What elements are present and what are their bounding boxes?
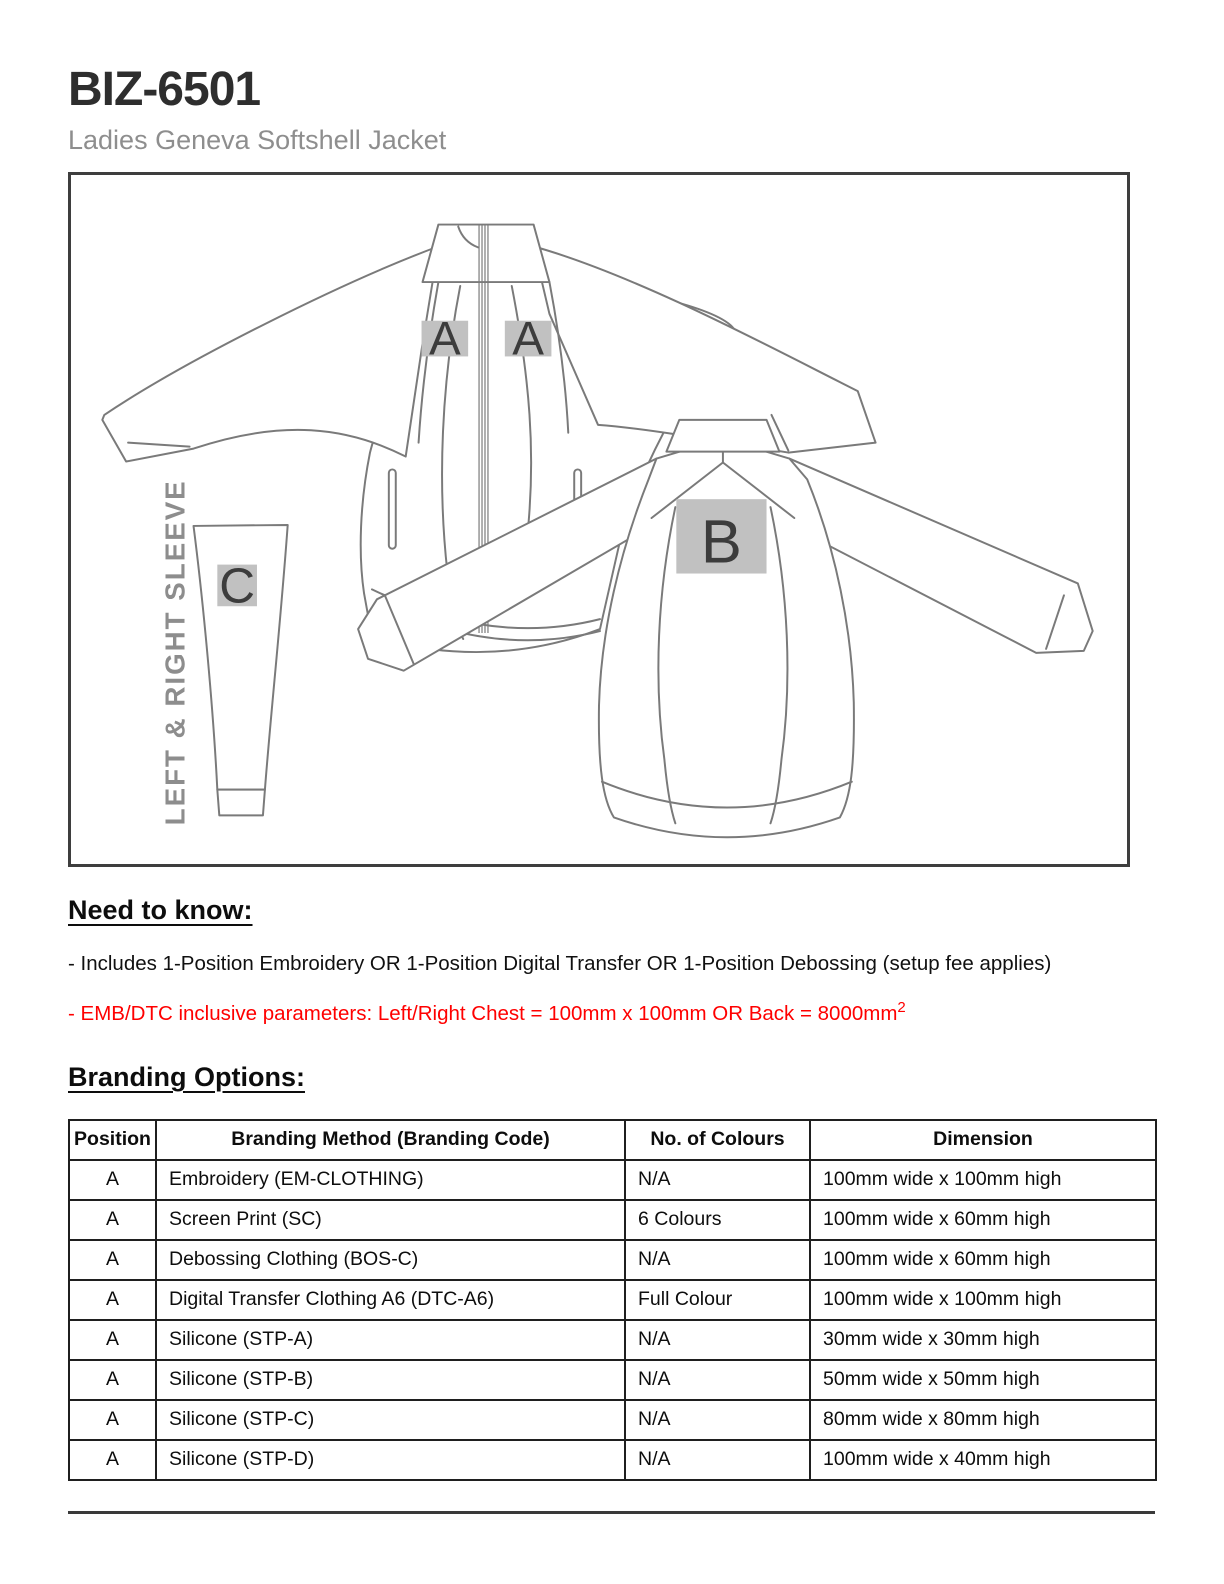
- branding-options-heading: Branding Options:: [68, 1061, 305, 1092]
- header-no-of-colours: No. of Colours: [625, 1120, 810, 1160]
- cell-dimension: 30mm wide x 30mm high: [810, 1320, 1156, 1360]
- cell-dimension: 100mm wide x 60mm high: [810, 1200, 1156, 1240]
- need-to-know-heading: Need to know:: [68, 895, 253, 925]
- cell-dimension: 50mm wide x 50mm high: [810, 1360, 1156, 1400]
- cell-colours: Full Colour: [625, 1280, 810, 1320]
- jacket-line-art: [71, 175, 1127, 864]
- footer-divider: [68, 1511, 1155, 1514]
- table-row: [69, 1280, 1156, 1320]
- cell-colours: N/A: [625, 1160, 810, 1200]
- table-row: [69, 1240, 1156, 1280]
- table-row: [69, 1400, 1156, 1440]
- header-branding-method: Branding Method (Branding Code): [156, 1120, 625, 1160]
- cell-position: A: [69, 1240, 156, 1280]
- cell-position: A: [69, 1440, 156, 1480]
- table-row: [69, 1360, 1156, 1400]
- table-header-row: [69, 1120, 1156, 1160]
- cell-position: A: [69, 1400, 156, 1440]
- header-dimension: Dimension: [810, 1120, 1156, 1160]
- cell-dimension: 100mm wide x 100mm high: [810, 1280, 1156, 1320]
- cell-position: A: [69, 1160, 156, 1200]
- cell-position: A: [69, 1200, 156, 1240]
- cell-method: Embroidery (EM-CLOTHING): [156, 1160, 625, 1200]
- cell-dimension: 80mm wide x 80mm high: [810, 1400, 1156, 1440]
- cell-method: Silicone (STP-A): [156, 1320, 625, 1360]
- cell-colours: N/A: [625, 1440, 810, 1480]
- page-title: BIZ-6501: [68, 63, 261, 116]
- cell-colours: 6 Colours: [625, 1200, 810, 1240]
- cell-position: A: [69, 1360, 156, 1400]
- cell-method: Silicone (STP-C): [156, 1400, 625, 1440]
- cell-dimension: 100mm wide x 60mm high: [810, 1240, 1156, 1280]
- note-parameters: [68, 999, 1155, 1026]
- cell-dimension: 100mm wide x 40mm high: [810, 1440, 1156, 1480]
- cell-colours: N/A: [625, 1320, 810, 1360]
- header-position: Position: [69, 1120, 156, 1160]
- cell-position: A: [69, 1280, 156, 1320]
- position-label-back: [676, 499, 766, 576]
- product-diagram: [68, 172, 1130, 867]
- cell-method: Silicone (STP-D): [156, 1440, 625, 1480]
- label-a-left: A: [428, 312, 461, 366]
- note-parameters-superscript: 2: [897, 999, 906, 1016]
- table-row: [69, 1320, 1156, 1360]
- cell-colours: N/A: [625, 1240, 810, 1280]
- table-row: [69, 1200, 1156, 1240]
- label-a-right: A: [512, 312, 544, 366]
- table-row: [69, 1160, 1156, 1200]
- note-parameters-text: - EMB/DTC inclusive parameters: Left/Right Chest = 100mm x 100mm OR Back = 8000mm: [68, 1001, 898, 1025]
- cell-method: Debossing Clothing (BOS-C): [156, 1240, 625, 1280]
- label-b: B: [700, 507, 742, 577]
- note-inclusions: - Includes 1-Position Embroidery OR 1-Position Digital Transfer OR 1-Position Debossing (setup fee applies): [68, 952, 1052, 975]
- page-content: [68, 0, 1155, 1514]
- sleeve-caption: LEFT & RIGHT SLEEVE: [159, 479, 191, 826]
- table-row: [69, 1440, 1156, 1480]
- cell-colours: N/A: [625, 1400, 810, 1440]
- cell-colours: N/A: [625, 1360, 810, 1400]
- branding-options-table: [68, 1119, 1157, 1481]
- cell-method: Screen Print (SC): [156, 1200, 625, 1240]
- cell-dimension: 100mm wide x 100mm high: [810, 1160, 1156, 1200]
- cell-position: A: [69, 1320, 156, 1360]
- label-c: C: [219, 557, 256, 614]
- page-subtitle: Ladies Geneva Softshell Jacket: [68, 125, 447, 155]
- position-label-sleeve: [217, 557, 257, 613]
- cell-method: Silicone (STP-B): [156, 1360, 625, 1400]
- cell-method: Digital Transfer Clothing A6 (DTC-A6): [156, 1280, 625, 1320]
